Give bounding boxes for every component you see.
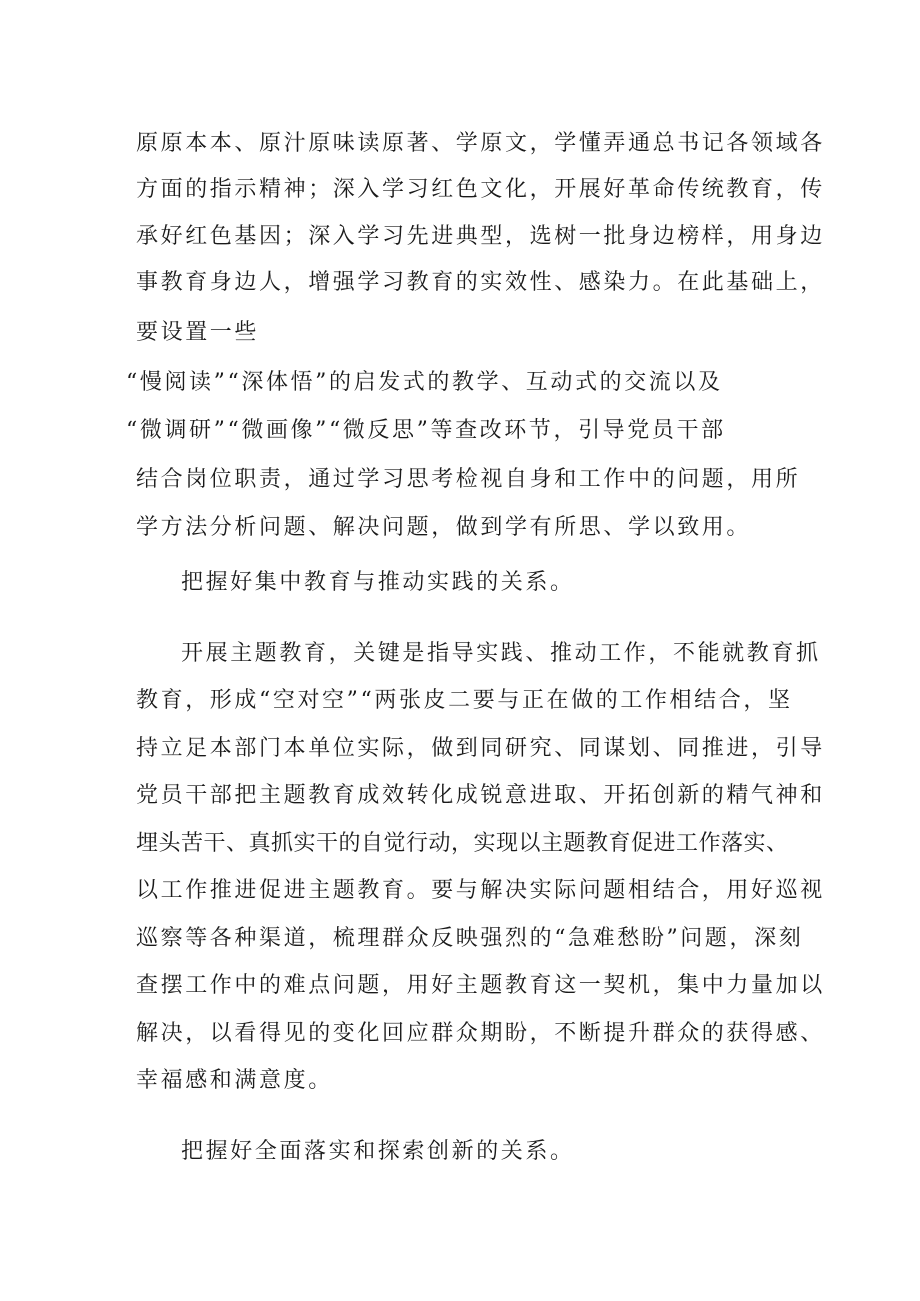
paragraph-line: 解决，以看得见的变化回应群众期盼，不断提升群众的获得感、 bbox=[136, 1021, 825, 1046]
paragraph-line: 持立足本部门本单位实际，做到同研究、同谋划、同推进，引导 bbox=[136, 736, 825, 761]
paragraph-line: 承好红色基因；深入学习先进典型，选树一批身边榜样，用身边 bbox=[136, 224, 825, 249]
paragraph-line: 教育，形成“空对空”“两张皮二要与正在做的工作相结合，坚 bbox=[136, 688, 793, 713]
paragraph-line: 埋头苦干、真抓实干的自觉行动，实现以主题教育促进工作落实、 bbox=[136, 831, 789, 856]
paragraph-line: “慢阅读”“深体悟”的启发式的教学、互动式的交流以及 bbox=[126, 370, 723, 395]
paragraph-line: 开展主题教育，关键是指导实践、推动工作，不能就教育抓 bbox=[181, 641, 821, 666]
paragraph-line: 查摆工作中的难点问题，用好主题教育这一契机，集中力量加以 bbox=[136, 973, 825, 998]
paragraph-line: 原原本本、原汁原味读原著、学原文，学懂弄通总书记各领域各 bbox=[136, 131, 825, 156]
paragraph-line: 巡察等各种渠道，梳理群众反映强烈的“急难愁盼”问题，深刻 bbox=[136, 926, 804, 951]
paragraph-line: 结合岗位职责，通过学习思考检视自身和工作中的问题，用所 bbox=[136, 467, 801, 492]
section-heading: 把握好集中教育与推动实践的关系。 bbox=[181, 570, 575, 595]
paragraph-line: 以工作推进促进主题教育。要与解决实际问题相结合，用好巡视 bbox=[136, 878, 825, 903]
paragraph-line: 要设置一些 bbox=[136, 320, 260, 345]
paragraph-line: 方面的指示精神；深入学习红色文化，开展好革命传统教育，传 bbox=[136, 177, 825, 202]
paragraph-line: 幸福感和满意度。 bbox=[136, 1068, 333, 1093]
paragraph-line: 学方法分析问题、解决问题，做到学有所思、学以致用。 bbox=[136, 515, 752, 540]
paragraph-line: 事教育身边人，增强学习教育的实效性、感染力。在此基础上， bbox=[136, 270, 825, 295]
paragraph-line: 党员干部把主题教育成效转化成锐意进取、开拓创新的精气神和 bbox=[136, 783, 825, 808]
section-heading: 把握好全面落实和探索创新的关系。 bbox=[181, 1139, 575, 1164]
paragraph-line: “微调研”“微画像”“微反思”等查改环节，引导党员干部 bbox=[126, 418, 726, 443]
